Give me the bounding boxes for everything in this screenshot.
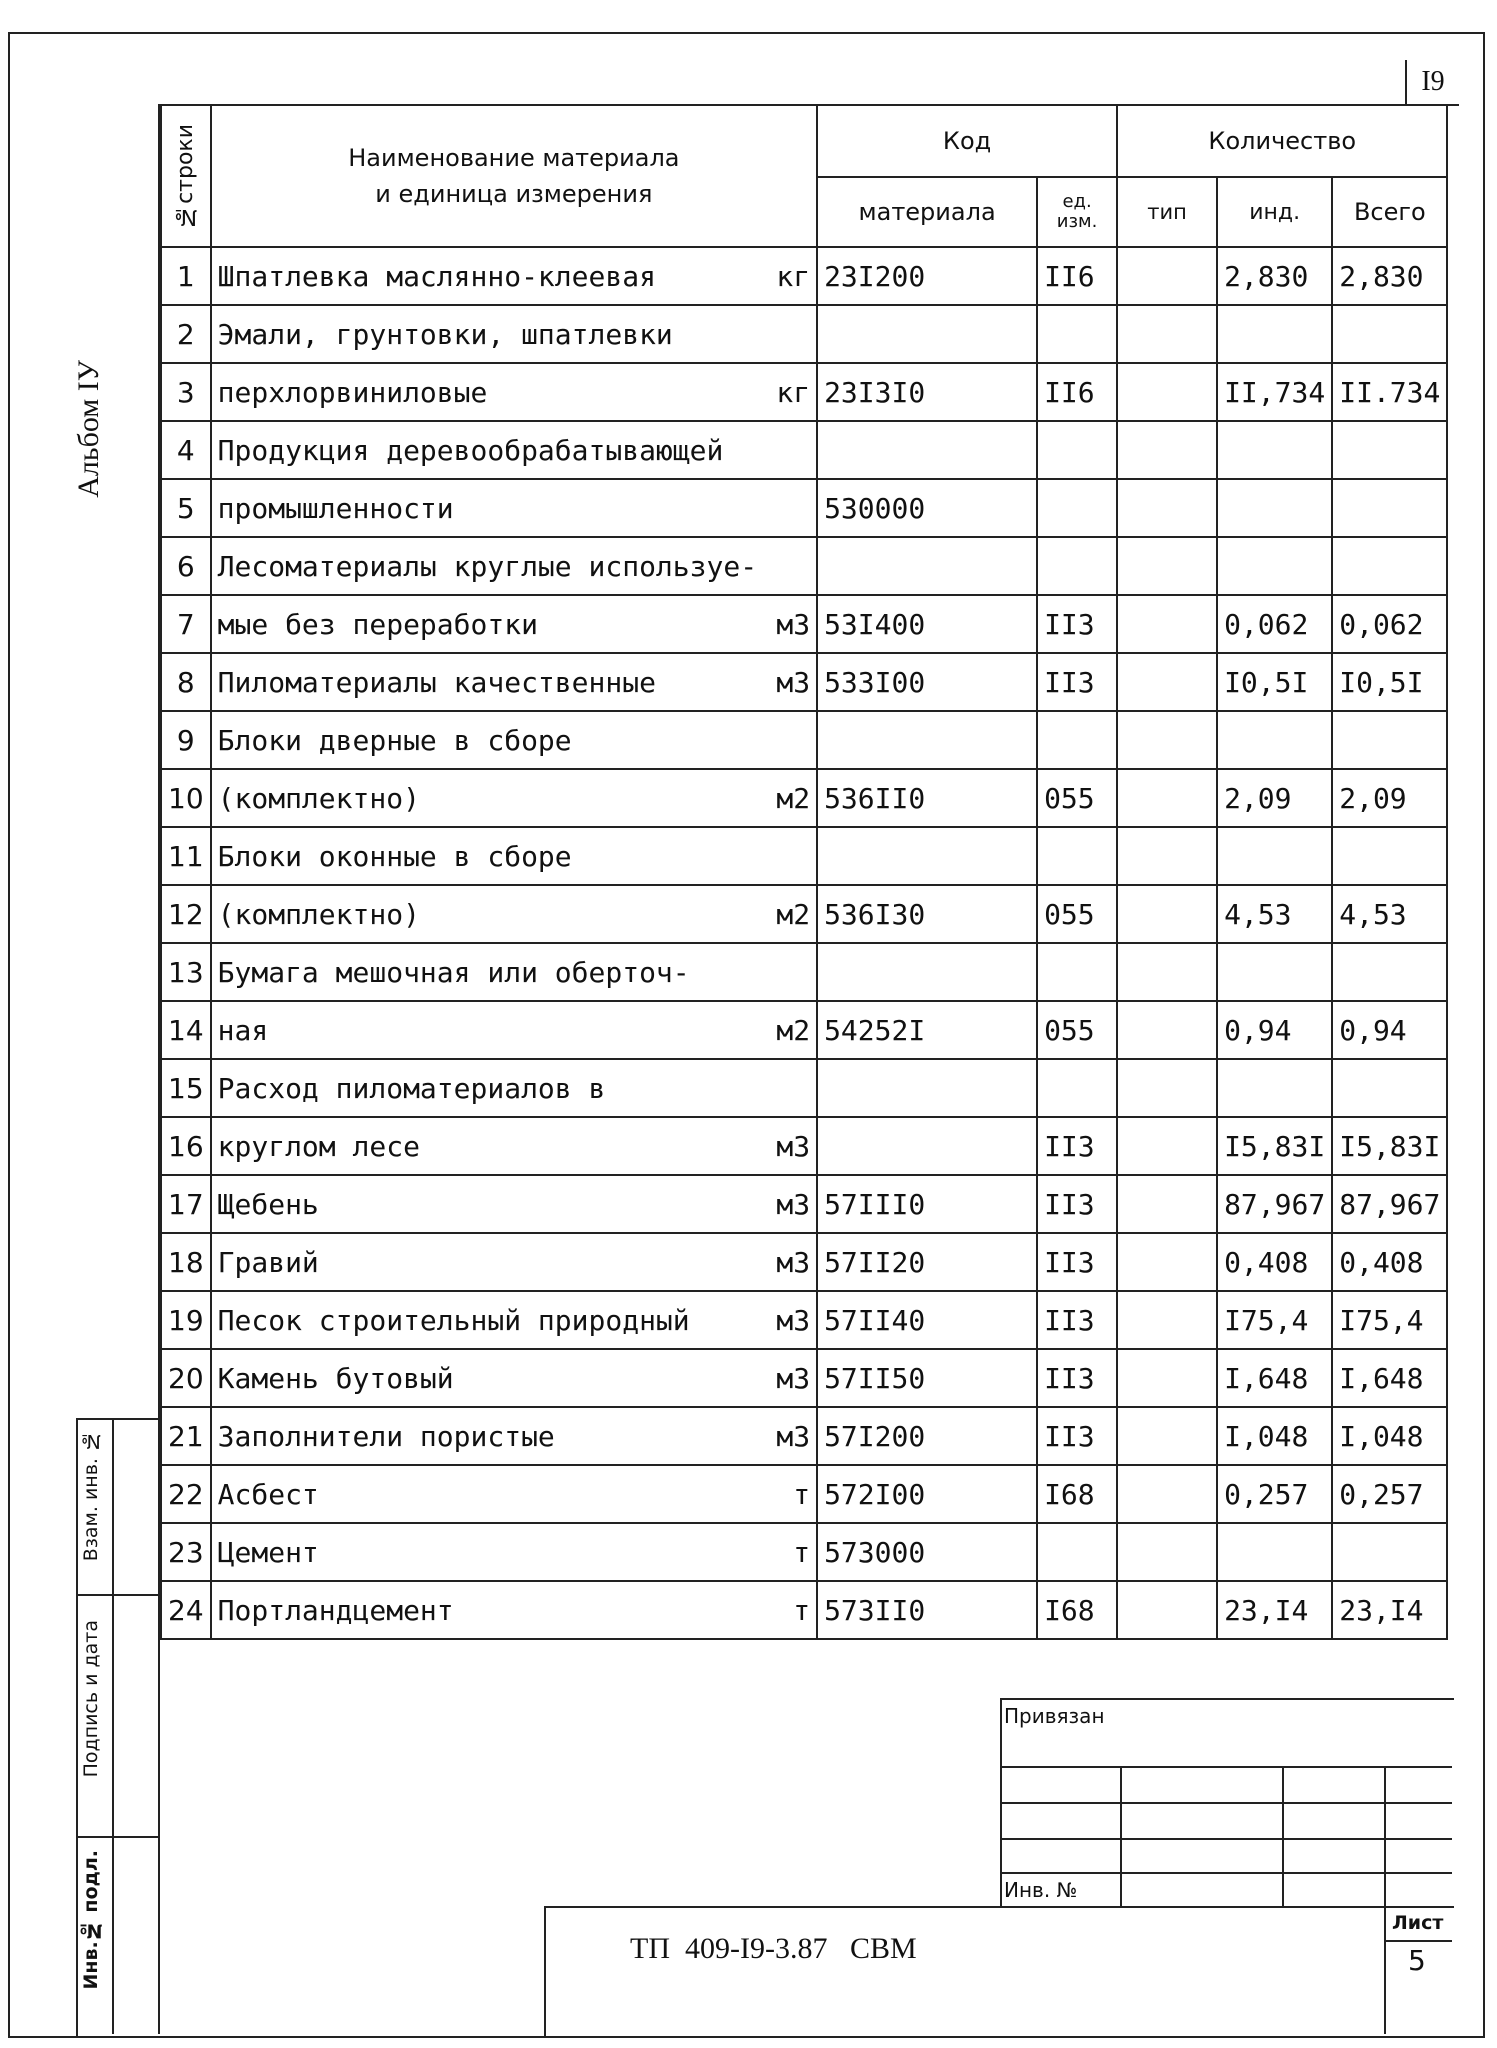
- table-row: [161, 1291, 1447, 1349]
- row-number-cell: 24: [161, 1581, 211, 1639]
- header-total: Всего: [1332, 177, 1447, 247]
- material-code-cell: [817, 1117, 1037, 1175]
- unit-cell: [763, 943, 817, 1001]
- unit-cell: т: [763, 1581, 817, 1639]
- material-code-cell: [817, 537, 1037, 595]
- total-qty-cell: [1332, 827, 1447, 885]
- unit-code-cell: II3: [1037, 595, 1117, 653]
- row-number-cell: 10: [161, 769, 211, 827]
- page-number: I9: [1421, 66, 1445, 97]
- table-row: [161, 711, 1447, 769]
- material-name-cell: Расход пиломатериалов в: [211, 1059, 763, 1117]
- title-block: [544, 1906, 1454, 2036]
- material-code-cell: 57II20: [817, 1233, 1037, 1291]
- ind-qty-cell: [1217, 421, 1332, 479]
- binding-label: Привязан: [1004, 1704, 1105, 1728]
- ind-qty-cell: [1217, 305, 1332, 363]
- table-row: [161, 1001, 1447, 1059]
- type-qty-cell: [1117, 1349, 1217, 1407]
- material-name-cell: Камень бутовый: [211, 1349, 763, 1407]
- type-qty-cell: [1117, 537, 1217, 595]
- unit-cell: кг: [763, 363, 817, 421]
- total-qty-cell: [1332, 1523, 1447, 1581]
- material-code-cell: [817, 305, 1037, 363]
- total-qty-cell: 0,257: [1332, 1465, 1447, 1523]
- row-number-cell: 14: [161, 1001, 211, 1059]
- unit-code-cell: [1037, 479, 1117, 537]
- table-row: [161, 885, 1447, 943]
- type-qty-cell: [1117, 827, 1217, 885]
- material-code-cell: [817, 827, 1037, 885]
- total-qty-cell: 2,09: [1332, 769, 1447, 827]
- side-label-vzam: Взам. инв. №: [80, 1430, 102, 1562]
- page-number-box: [1405, 60, 1459, 106]
- row-number-cell: 5: [161, 479, 211, 537]
- material-name-cell: ная: [211, 1001, 763, 1059]
- table-row: [161, 363, 1447, 421]
- ind-qty-cell: 87,967: [1217, 1175, 1332, 1233]
- unit-cell: м3: [763, 595, 817, 653]
- material-name-cell: Заполнители пористые: [211, 1407, 763, 1465]
- binding-vline-3: [1384, 1766, 1386, 1906]
- material-name-cell: (комплектно): [211, 769, 763, 827]
- total-qty-cell: 23,I4: [1332, 1581, 1447, 1639]
- side-stamp-divider-1: [76, 1594, 158, 1596]
- header-row-no: [161, 105, 211, 247]
- ind-qty-cell: I,648: [1217, 1349, 1332, 1407]
- table-row: [161, 1349, 1447, 1407]
- total-qty-cell: 0,94: [1332, 1001, 1447, 1059]
- unit-cell: [763, 479, 817, 537]
- unit-code-cell: [1037, 1059, 1117, 1117]
- type-qty-cell: [1117, 595, 1217, 653]
- unit-cell: м3: [763, 1407, 817, 1465]
- total-qty-cell: I0,5I: [1332, 653, 1447, 711]
- unit-cell: м3: [763, 653, 817, 711]
- row-number-cell: 15: [161, 1059, 211, 1117]
- material-name-cell: Асбест: [211, 1465, 763, 1523]
- type-qty-cell: [1117, 1465, 1217, 1523]
- material-name-cell: Блоки дверные в сборе: [211, 711, 763, 769]
- header-unit-line1: ед.: [1062, 191, 1092, 212]
- total-qty-cell: [1332, 421, 1447, 479]
- album-label: Альбом IУ: [72, 360, 105, 498]
- table-row: [161, 479, 1447, 537]
- inv-no-label: Инв. №: [1004, 1878, 1078, 1902]
- material-name-cell: Блоки оконные в сборе: [211, 827, 763, 885]
- ind-qty-cell: [1217, 537, 1332, 595]
- table-row: [161, 247, 1447, 305]
- header-name-line2: и единица измерения: [375, 180, 653, 208]
- table-row: [161, 1465, 1447, 1523]
- type-qty-cell: [1117, 479, 1217, 537]
- total-qty-cell: I,048: [1332, 1407, 1447, 1465]
- unit-cell: т: [763, 1465, 817, 1523]
- table-row: [161, 827, 1447, 885]
- ind-qty-cell: [1217, 943, 1332, 1001]
- unit-code-cell: II3: [1037, 1117, 1117, 1175]
- unit-cell: кг: [763, 247, 817, 305]
- side-stamp-divider-v: [112, 1418, 114, 2034]
- unit-cell: м3: [763, 1175, 817, 1233]
- unit-code-cell: 055: [1037, 885, 1117, 943]
- ind-qty-cell: 0,062: [1217, 595, 1332, 653]
- type-qty-cell: [1117, 711, 1217, 769]
- type-qty-cell: [1117, 1581, 1217, 1639]
- row-number-cell: 4: [161, 421, 211, 479]
- material-code-cell: 572I00: [817, 1465, 1037, 1523]
- ind-qty-cell: 2,09: [1217, 769, 1332, 827]
- material-code-cell: 530000: [817, 479, 1037, 537]
- material-code-cell: [817, 421, 1037, 479]
- type-qty-cell: [1117, 247, 1217, 305]
- table-row: [161, 1117, 1447, 1175]
- type-qty-cell: [1117, 1059, 1217, 1117]
- material-name-cell: Продукция деревообрабатывающей: [211, 421, 763, 479]
- material-code-cell: [817, 711, 1037, 769]
- ind-qty-cell: 0,408: [1217, 1233, 1332, 1291]
- unit-code-cell: 055: [1037, 1001, 1117, 1059]
- header-code: Код: [817, 105, 1117, 177]
- ind-qty-cell: [1217, 479, 1332, 537]
- unit-cell: м3: [763, 1349, 817, 1407]
- unit-code-cell: II3: [1037, 1233, 1117, 1291]
- ind-qty-cell: I5,83I: [1217, 1117, 1332, 1175]
- row-number-cell: 23: [161, 1523, 211, 1581]
- total-qty-cell: [1332, 479, 1447, 537]
- row-number-cell: 21: [161, 1407, 211, 1465]
- type-qty-cell: [1117, 885, 1217, 943]
- unit-cell: [763, 827, 817, 885]
- ind-qty-cell: I,048: [1217, 1407, 1332, 1465]
- header-unit-line2: изм.: [1056, 211, 1098, 232]
- total-qty-cell: 2,830: [1332, 247, 1447, 305]
- total-qty-cell: I5,83I: [1332, 1117, 1447, 1175]
- type-qty-cell: [1117, 421, 1217, 479]
- total-qty-cell: I75,4: [1332, 1291, 1447, 1349]
- type-qty-cell: [1117, 1523, 1217, 1581]
- unit-cell: м3: [763, 1117, 817, 1175]
- unit-code-cell: I68: [1037, 1465, 1117, 1523]
- ind-qty-cell: 23,I4: [1217, 1581, 1332, 1639]
- ind-qty-cell: [1217, 1059, 1332, 1117]
- total-qty-cell: II.734: [1332, 363, 1447, 421]
- material-name-cell: Цемент: [211, 1523, 763, 1581]
- table-row: [161, 653, 1447, 711]
- unit-cell: [763, 421, 817, 479]
- material-code-cell: 57I200: [817, 1407, 1037, 1465]
- table-row: [161, 1581, 1447, 1639]
- row-number-cell: 3: [161, 363, 211, 421]
- header-ind: инд.: [1217, 177, 1332, 247]
- table-row: [161, 1407, 1447, 1465]
- table-row: [161, 1175, 1447, 1233]
- material-code-cell: 57II50: [817, 1349, 1037, 1407]
- total-qty-cell: 87,967: [1332, 1175, 1447, 1233]
- unit-code-cell: [1037, 943, 1117, 1001]
- material-name-cell: Лесоматериалы круглые используе-: [211, 537, 763, 595]
- row-number-cell: 13: [161, 943, 211, 1001]
- total-qty-cell: 0,062: [1332, 595, 1447, 653]
- unit-cell: [763, 537, 817, 595]
- unit-cell: т: [763, 1523, 817, 1581]
- unit-cell: м3: [763, 1233, 817, 1291]
- material-code-cell: 57III0: [817, 1175, 1037, 1233]
- row-number-cell: 8: [161, 653, 211, 711]
- material-code-cell: 533I00: [817, 653, 1037, 711]
- row-number-cell: 11: [161, 827, 211, 885]
- table-row: [161, 421, 1447, 479]
- unit-cell: м2: [763, 769, 817, 827]
- unit-code-cell: [1037, 421, 1117, 479]
- unit-cell: м2: [763, 885, 817, 943]
- material-name-cell: промышленности: [211, 479, 763, 537]
- total-qty-cell: 0,408: [1332, 1233, 1447, 1291]
- sheet-box-vline: [1384, 1906, 1386, 2034]
- total-qty-cell: [1332, 711, 1447, 769]
- table-row: [161, 1059, 1447, 1117]
- type-qty-cell: [1117, 305, 1217, 363]
- material-name-cell: Гравий: [211, 1233, 763, 1291]
- unit-code-cell: [1037, 537, 1117, 595]
- row-number-cell: 7: [161, 595, 211, 653]
- material-name-cell: Пиломатериалы качественные: [211, 653, 763, 711]
- sheet-box-hline: [1384, 1940, 1452, 1942]
- row-number-cell: 17: [161, 1175, 211, 1233]
- ind-qty-cell: 4,53: [1217, 885, 1332, 943]
- material-code-cell: 23I3I0: [817, 363, 1037, 421]
- material-code-cell: 23I200: [817, 247, 1037, 305]
- sheet-number: 5: [1408, 1944, 1426, 1977]
- side-label-inv: Инв.№ подл.: [80, 1850, 102, 1990]
- material-name-cell: Щебень: [211, 1175, 763, 1233]
- header-name-line1: Наименование материала: [348, 144, 680, 172]
- material-name-cell: Шпатлевка маслянно-клеевая: [211, 247, 763, 305]
- table-row: [161, 943, 1447, 1001]
- row-number-cell: 20: [161, 1349, 211, 1407]
- unit-code-cell: I68: [1037, 1581, 1117, 1639]
- type-qty-cell: [1117, 1001, 1217, 1059]
- header-name: [211, 105, 817, 247]
- document-code: ТП 409-I9-3.87 СВМ: [630, 1932, 917, 1965]
- type-qty-cell: [1117, 769, 1217, 827]
- binding-vline-2: [1282, 1766, 1284, 1906]
- table-row: [161, 537, 1447, 595]
- unit-code-cell: II3: [1037, 1349, 1117, 1407]
- material-name-cell: мые без переработки: [211, 595, 763, 653]
- ind-qty-cell: 0,94: [1217, 1001, 1332, 1059]
- unit-cell: м3: [763, 1291, 817, 1349]
- material-code-cell: 54252I: [817, 1001, 1037, 1059]
- material-code-cell: 536I30: [817, 885, 1037, 943]
- header-unit: [1037, 177, 1117, 247]
- material-name-cell: Бумага мешочная или оберточ-: [211, 943, 763, 1001]
- material-name-cell: (комплектно): [211, 885, 763, 943]
- unit-code-cell: II3: [1037, 1407, 1117, 1465]
- unit-cell: [763, 711, 817, 769]
- material-code-cell: 573II0: [817, 1581, 1037, 1639]
- material-code-cell: 536II0: [817, 769, 1037, 827]
- row-number-cell: 12: [161, 885, 211, 943]
- material-code-cell: [817, 943, 1037, 1001]
- type-qty-cell: [1117, 1117, 1217, 1175]
- table-row: [161, 1523, 1447, 1581]
- sheet-label: Лист: [1392, 1912, 1444, 1934]
- total-qty-cell: 4,53: [1332, 885, 1447, 943]
- total-qty-cell: [1332, 305, 1447, 363]
- unit-code-cell: [1037, 1523, 1117, 1581]
- total-qty-cell: [1332, 537, 1447, 595]
- row-number-cell: 22: [161, 1465, 211, 1523]
- material-code-cell: 573000: [817, 1523, 1037, 1581]
- row-number-cell: 18: [161, 1233, 211, 1291]
- material-code-cell: 57II40: [817, 1291, 1037, 1349]
- ind-qty-cell: [1217, 827, 1332, 885]
- side-label-podpis: Подпись и дата: [80, 1620, 102, 1778]
- header-quantity: Количество: [1117, 105, 1447, 177]
- material-name-cell: перхлорвиниловые: [211, 363, 763, 421]
- row-number-cell: 1: [161, 247, 211, 305]
- row-number-cell: 6: [161, 537, 211, 595]
- material-name-cell: круглом лесе: [211, 1117, 763, 1175]
- unit-code-cell: [1037, 305, 1117, 363]
- unit-code-cell: [1037, 827, 1117, 885]
- material-name-cell: Эмали, грунтовки, шпатлевки: [211, 305, 763, 363]
- header-material: материала: [817, 177, 1037, 247]
- unit-code-cell: 055: [1037, 769, 1117, 827]
- type-qty-cell: [1117, 1291, 1217, 1349]
- ind-qty-cell: 0,257: [1217, 1465, 1332, 1523]
- type-qty-cell: [1117, 363, 1217, 421]
- unit-code-cell: II3: [1037, 1175, 1117, 1233]
- ind-qty-cell: I75,4: [1217, 1291, 1332, 1349]
- material-code-cell: 53I400: [817, 595, 1037, 653]
- unit-code-cell: [1037, 711, 1117, 769]
- materials-table: [160, 104, 1448, 1640]
- table-row: [161, 595, 1447, 653]
- unit-cell: м2: [763, 1001, 817, 1059]
- side-stamp-divider-2: [76, 1836, 158, 1838]
- ind-qty-cell: I0,5I: [1217, 653, 1332, 711]
- material-name-cell: Песок строительный природный: [211, 1291, 763, 1349]
- ind-qty-cell: [1217, 1523, 1332, 1581]
- material-name-cell: Портландцемент: [211, 1581, 763, 1639]
- unit-code-cell: II3: [1037, 653, 1117, 711]
- row-number-cell: 9: [161, 711, 211, 769]
- total-qty-cell: [1332, 943, 1447, 1001]
- materials-table-body: [161, 247, 1447, 1639]
- unit-cell: [763, 1059, 817, 1117]
- unit-code-cell: II6: [1037, 363, 1117, 421]
- type-qty-cell: [1117, 943, 1217, 1001]
- table-row: [161, 305, 1447, 363]
- material-code-cell: [817, 1059, 1037, 1117]
- header-type: тип: [1117, 177, 1217, 247]
- ind-qty-cell: II,734: [1217, 363, 1332, 421]
- row-number-cell: 16: [161, 1117, 211, 1175]
- unit-code-cell: II3: [1037, 1291, 1117, 1349]
- unit-cell: [763, 305, 817, 363]
- type-qty-cell: [1117, 1407, 1217, 1465]
- binding-vline-1: [1120, 1766, 1122, 1906]
- ind-qty-cell: 2,830: [1217, 247, 1332, 305]
- row-number-cell: 2: [161, 305, 211, 363]
- type-qty-cell: [1117, 1175, 1217, 1233]
- type-qty-cell: [1117, 1233, 1217, 1291]
- header-row-no-text: №строки: [173, 123, 199, 229]
- unit-code-cell: II6: [1037, 247, 1117, 305]
- row-number-cell: 19: [161, 1291, 211, 1349]
- table-row: [161, 1233, 1447, 1291]
- type-qty-cell: [1117, 653, 1217, 711]
- ind-qty-cell: [1217, 711, 1332, 769]
- total-qty-cell: [1332, 1059, 1447, 1117]
- total-qty-cell: I,648: [1332, 1349, 1447, 1407]
- table-row: [161, 769, 1447, 827]
